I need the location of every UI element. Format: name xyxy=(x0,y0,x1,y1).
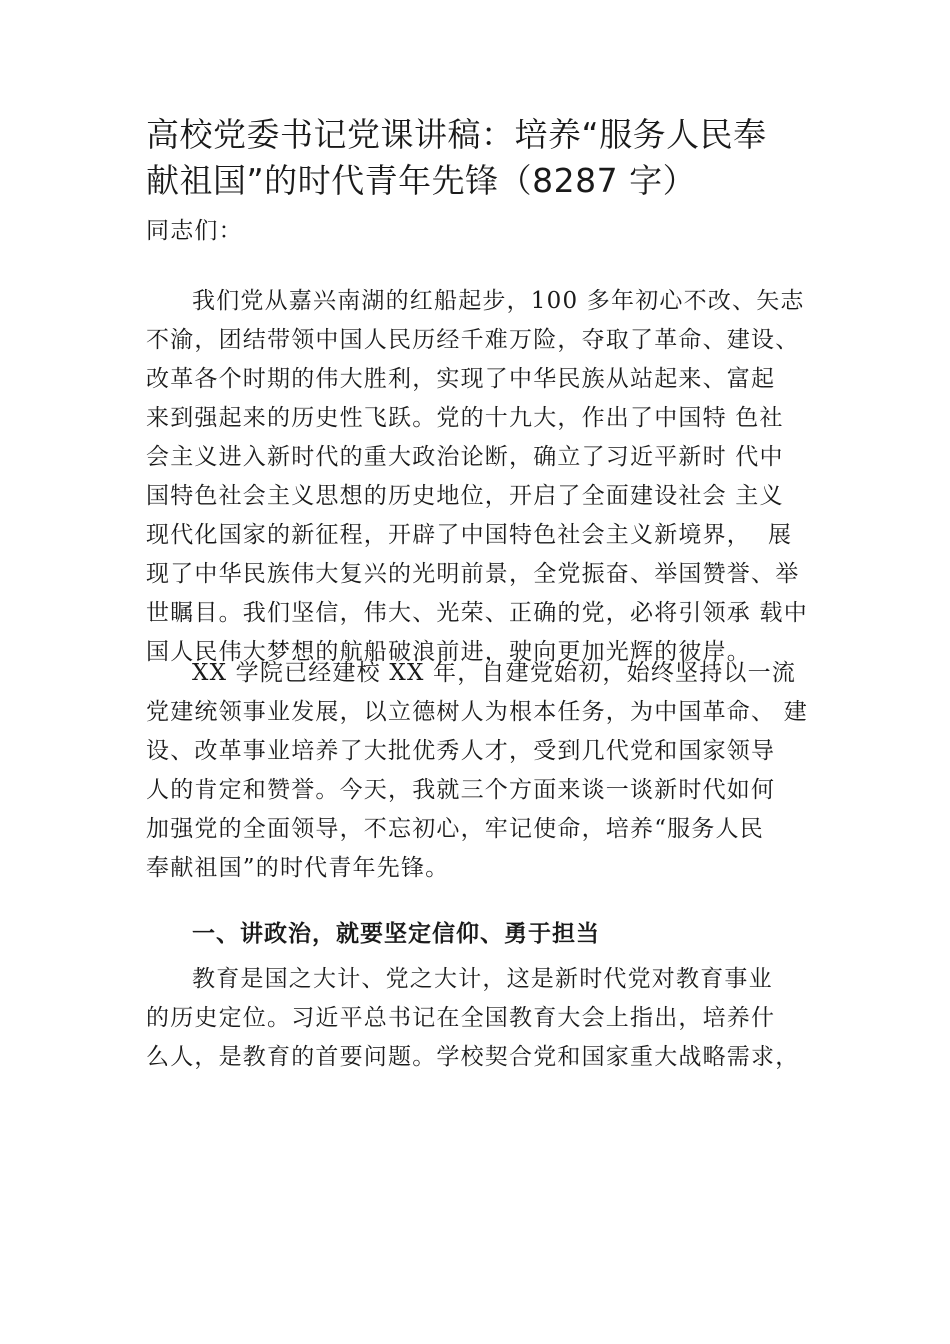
paragraph-line: 么人，是教育的首要问题。学校契合党和国家重大战略需求， xyxy=(146,1044,800,1070)
paragraph-line: 国特色社会主义思想的历史地位，开启了全面建设社会 主义 xyxy=(146,483,784,509)
paragraph-line: 设、改革事业培养了大批优秀人才，受到几代党和国家领导 xyxy=(146,738,776,764)
paragraph-line: 现了中华民族伟大复兴的光明前景，全党振奋、举国赞誉、举 xyxy=(146,561,800,587)
paragraph-line: 奉献祖国”的时代青年先锋。 xyxy=(146,855,450,881)
paragraph-line: XX 学院已经建校 XX 年，自建党始初，始终坚持以一流 xyxy=(192,660,797,686)
paragraph-line: 教育是国之大计、党之大计，这是新时代党对教育事业 xyxy=(192,966,773,992)
paragraph-1 xyxy=(146,282,836,672)
paragraph-line: 我们党从嘉兴南湖的红船起步，100 多年初心不改、矢志 xyxy=(192,288,805,314)
paragraph-line: 不渝，团结带领中国人民历经千难万险，夺取了革命、建设、 xyxy=(146,327,800,353)
paragraph-line: 会主义进入新时代的重大政治论断，确立了习近平新时 代中 xyxy=(146,444,784,470)
paragraph-line: 改革各个时期的伟大胜利，实现了中华民族从站起来、富起 xyxy=(146,366,776,392)
title-line: 高校党委书记党课讲稿：培养“服务人民奉 xyxy=(146,115,767,154)
paragraph-3 xyxy=(146,960,836,1077)
salutation xyxy=(146,212,836,251)
paragraph-line: 现代化国家的新征程，开辟了中国特色社会主义新境界， 展 xyxy=(146,522,793,548)
paragraph-line: 国人民伟大梦想的航船破浪前进，驶向更加光辉的彼岸。 xyxy=(146,639,751,665)
salutation-text: 同志们： xyxy=(146,218,243,244)
title-line: 献祖国”的时代青年先锋（8287 字） xyxy=(146,161,697,200)
paragraph-2 xyxy=(146,654,836,888)
document-title xyxy=(146,112,826,204)
paragraph-line: 世瞩目。我们坚信，伟大、光荣、正确的党，必将引领承 载中 xyxy=(146,600,808,626)
paragraph-line: 加强党的全面领导，不忘初心，牢记使命，培养“服务人民 xyxy=(146,816,764,842)
paragraph-line: 的历史定位。习近平总书记在全国教育大会上指出，培养什 xyxy=(146,1005,776,1031)
paragraph-line: 党建统领事业发展，以立德树人为根本任务，为中国革命、 建 xyxy=(146,699,808,725)
section-heading: 一、讲政治，就要坚定信仰、勇于担当 xyxy=(192,921,600,947)
paragraph-line: 人的肯定和赞誉。今天，我就三个方面来谈一谈新时代如何 xyxy=(146,777,776,803)
paragraph-line: 来到强起来的历史性飞跃。党的十九大，作出了中国特 色社 xyxy=(146,405,784,431)
